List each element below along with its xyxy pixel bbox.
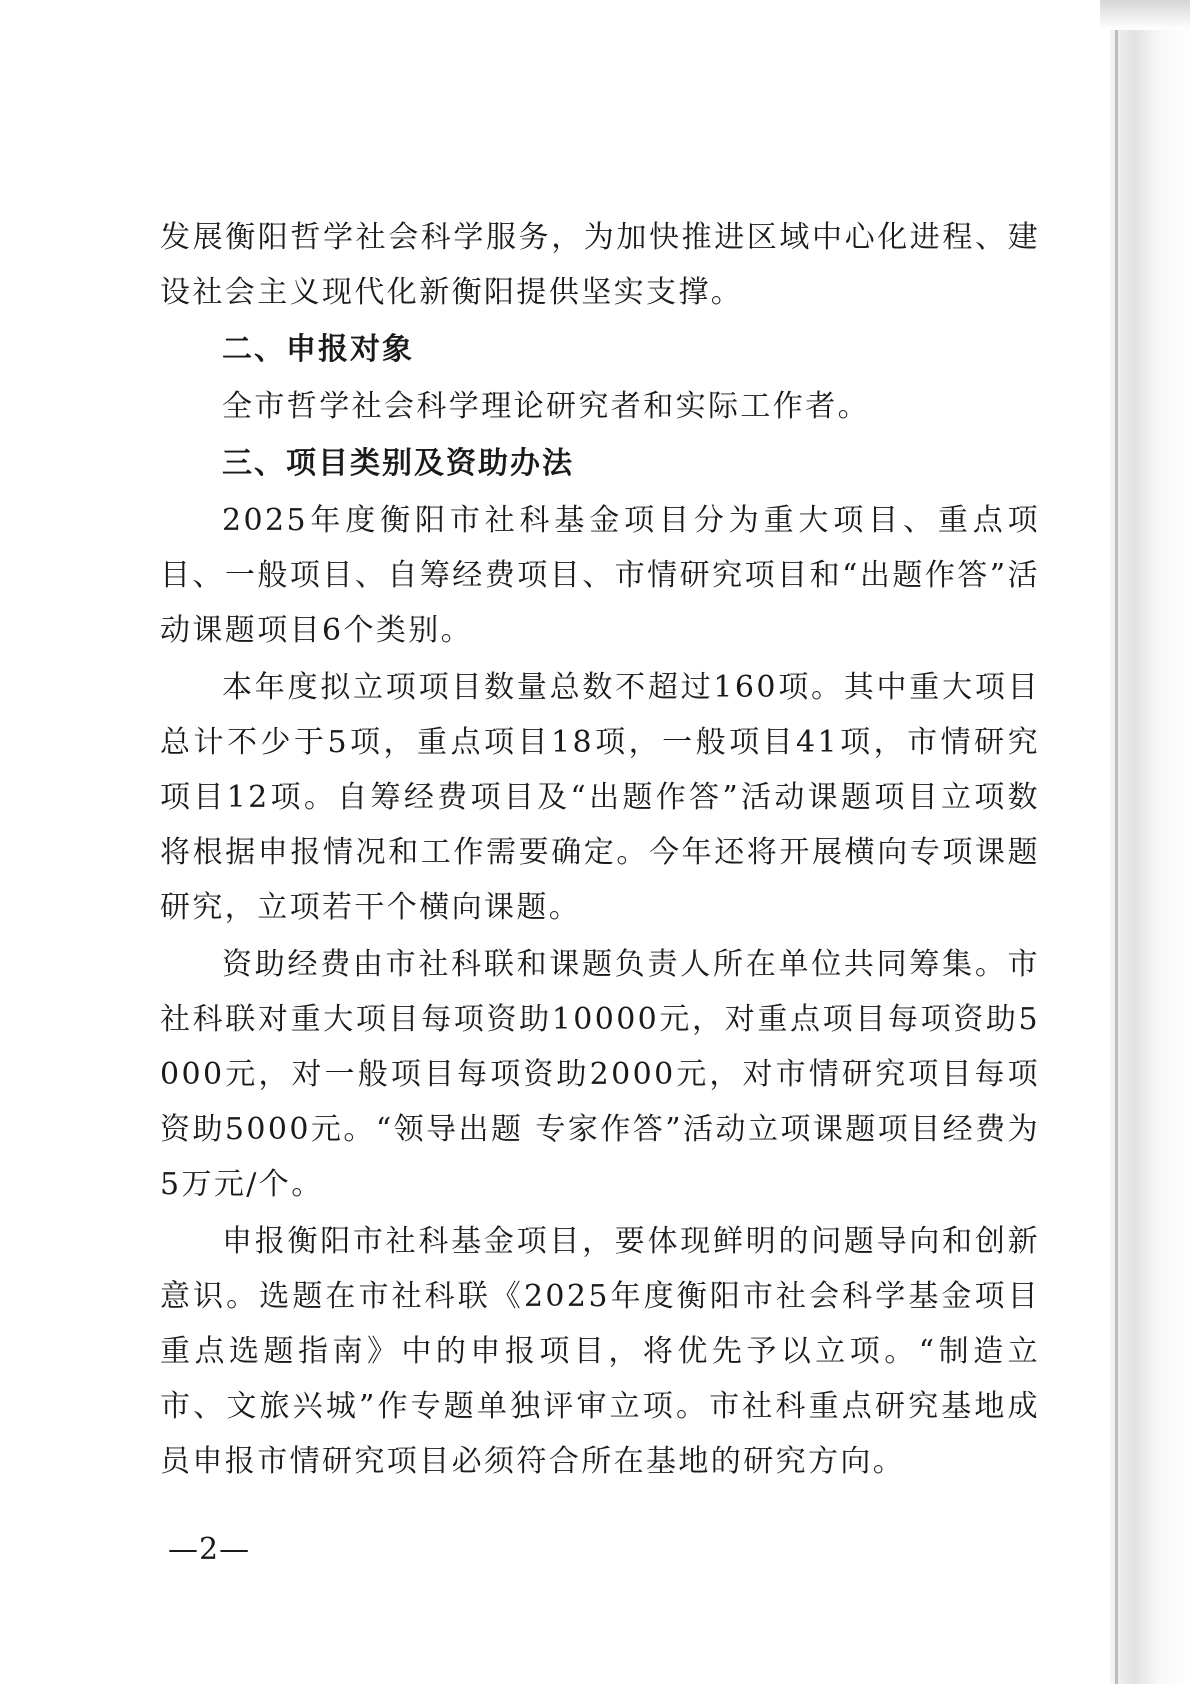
scan-page-corner-shadow	[1100, 0, 1190, 30]
scan-page-edge	[1110, 0, 1190, 1684]
paragraph-project-categories: 2025年度衡阳市社科基金项目分为重大项目、重点项目、一般项目、自筹经费项目、市情研究项目和“出题作答”活动课题项目6个类别。	[160, 503, 1040, 648]
document-body	[160, 210, 1040, 1489]
section-heading-categories-funding: 三、项目类别及资助办法	[222, 446, 574, 481]
paragraph-continuation: 发展衡阳哲学社会科学服务，为加快推进区域中心化进程、建设社会主义现代化新衡阳提供坚实支撑。	[160, 220, 1040, 310]
paragraph-topic-requirements: 申报衡阳市社科基金项目，要体现鲜明的问题导向和创新意识。选题在市社科联《2025年度衡阳市社会科学基金项目重点选题指南》中的申报项目，将优先予以立项。“制造立市、文旅兴城”作专题单独评审立项。市社科重点研究基地成员申报市情研究项目必须符合所在基地的研究方向。	[160, 1224, 1040, 1479]
paragraph-applicants: 全市哲学社会科学理论研究者和实际工作者。	[222, 389, 870, 424]
scan-page-edge-line	[1115, 0, 1118, 1684]
paragraph-funding-amounts: 资助经费由市社科联和课题负责人所在单位共同筹集。市社科联对重大项目每项资助10000元，对重点项目每项资助5000元，对一般项目每项资助2000元，对市情研究项目每项资助5000元。“领导出题 专家作答”活动立项课题项目经费为5万元/个。	[160, 947, 1040, 1202]
page-number: —2—	[168, 1532, 251, 1567]
paragraph-project-quota: 本年度拟立项项目数量总数不超过160项。其中重大项目总计不少于5项，重点项目18项，一般项目41项，市情研究项目12项。自筹经费项目及“出题作答”活动课题项目立项数将根据申报情况和工作需要确定。今年还将开展横向专项课题研究，立项若干个横向课题。	[160, 670, 1040, 925]
section-heading-applicants: 二、申报对象	[222, 332, 414, 367]
